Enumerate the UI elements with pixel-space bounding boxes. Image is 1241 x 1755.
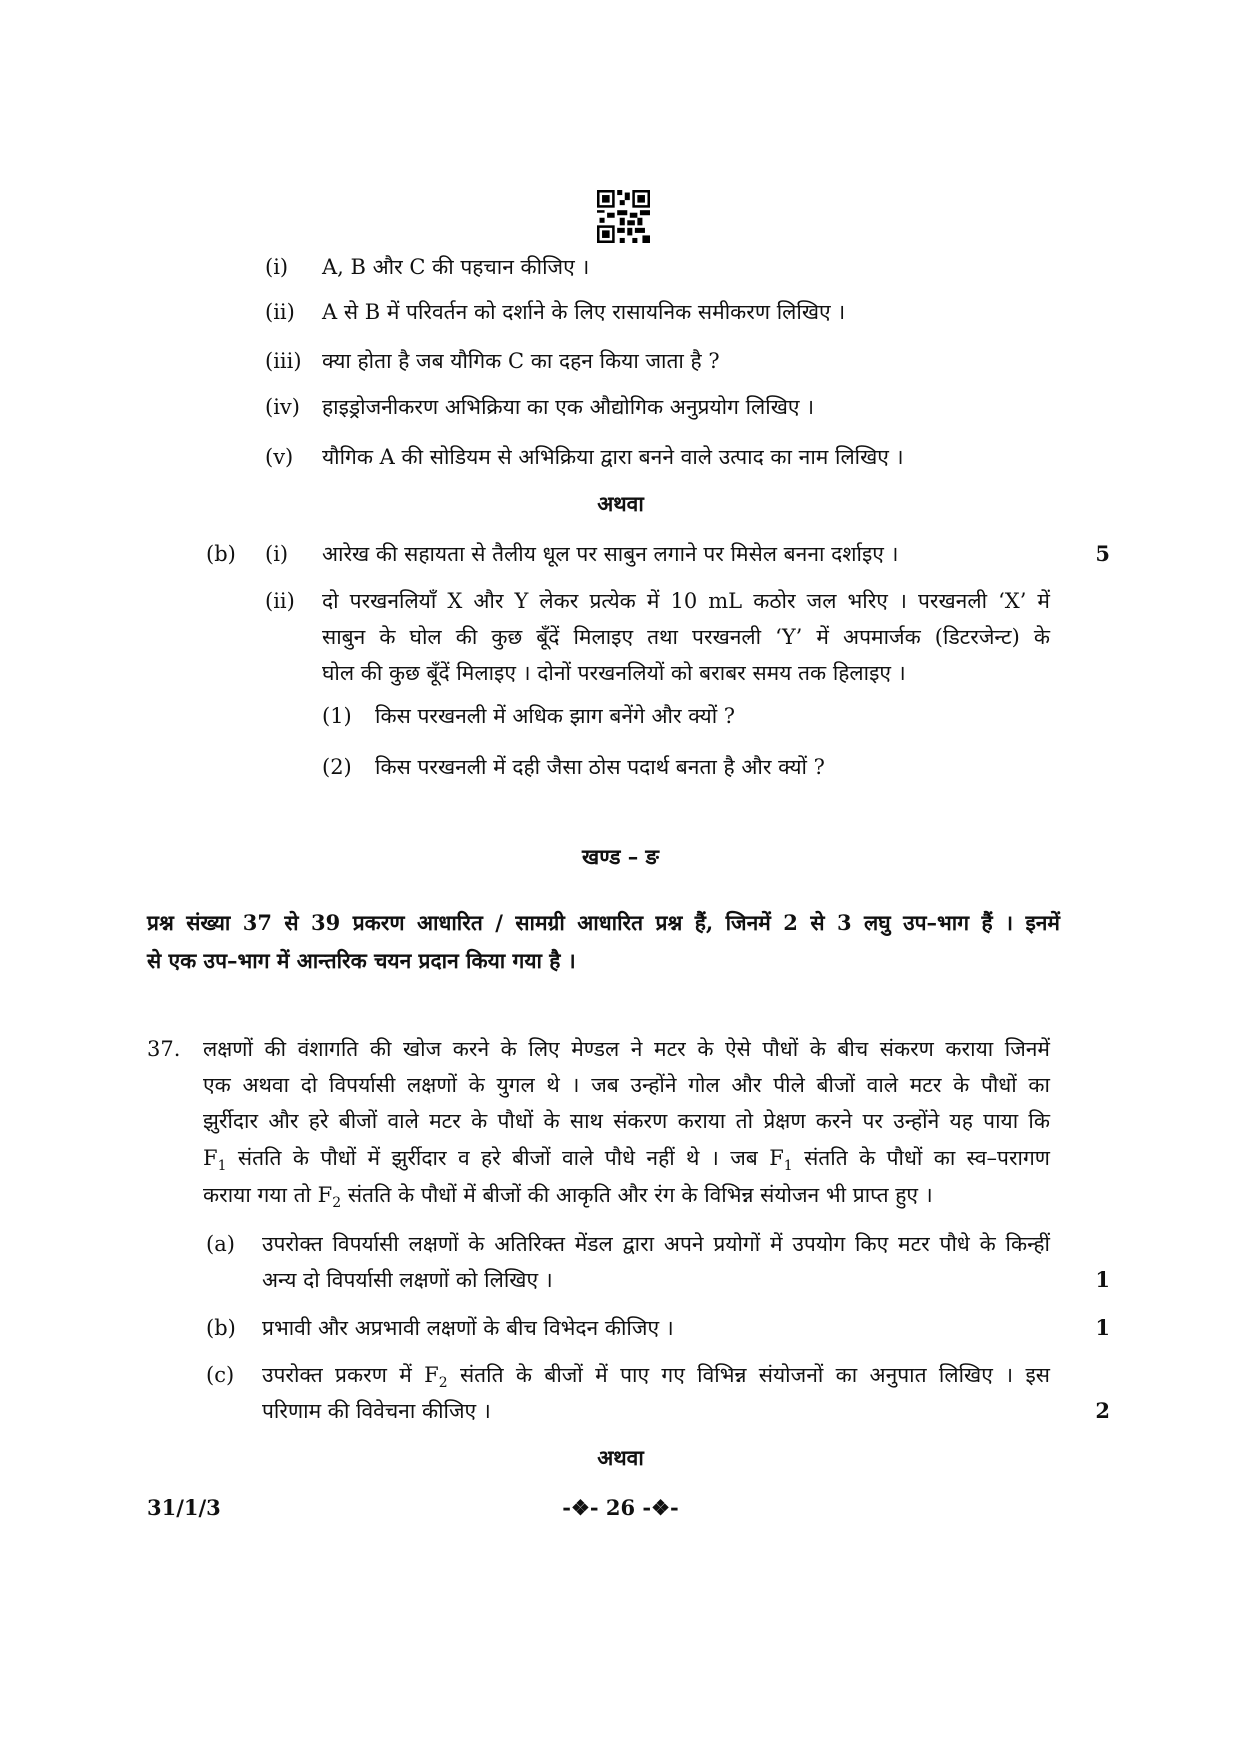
paper-code: 31/1/3 (147, 1495, 221, 1520)
or-divider: अथवा (597, 491, 644, 516)
instruction-line: प्रश्न संख्या 37 से 39 प्रकरण आधारित / सामग्री आधारित प्रश्न हैं, जिनमें 2 से 3 लघु उप–भाग हैं । इनमें (147, 910, 1060, 935)
q37-a-line: उपरोक्त विपर्यासी लक्षणों के अतिरिक्त मेंडल द्वारा अपने प्रयोगों में उपयोग किए मटर पौधे के किन्हीं (262, 1232, 1050, 1256)
part-b-label: (b) (206, 542, 236, 566)
page-number: -❖- 26 -❖- (562, 1495, 679, 1520)
ornament-icon: -❖- (562, 1495, 599, 1520)
q37-b-text: प्रभावी और अप्रभावी लक्षणों के बीच विभेदन कीजिए । (262, 1316, 674, 1340)
part-b-i-text: आरेख की सहायता से तैलीय धूल पर साबुन लगाने पर मिसेल बनना दर्शाइए । (322, 542, 899, 566)
q37-line: एक अथवा दो विपर्यासी लक्षणों के युगल थे । जब उन्होंने गोल और पीले बीजों वाले मटर के पौधों का (203, 1073, 1050, 1097)
marks: 5 (1095, 541, 1110, 566)
q37-line: झुर्रीदार और हरे बीजों वाले मटर के पौधों के साथ संकरण कराया तो प्रेक्षण करने पर उन्होंने यह पाया कि (203, 1109, 1050, 1133)
part-b-ii-line: घोल की कुछ बूँदें मिलाइए । दोनों परखनलियों को बराबर समय तक हिलाइए । (322, 661, 906, 685)
q37-line: लक्षणों की वंशागति की खोज करने के लिए मेण्डल ने मटर के ऐसे पौधों के बीच संकरण कराया जिनमें (203, 1037, 1050, 1061)
qr-code (596, 190, 651, 243)
marks: 2 (1095, 1398, 1110, 1423)
part-b-ii-line: साबुन के घोल की कुछ बूँदें मिलाइए तथा परखनली ‘Y’ में अपमार्जक (डिटरजेन्ट) के (322, 625, 1050, 649)
section-title: खण्ड – ङ (582, 844, 659, 869)
or-divider: अथवा (597, 1445, 644, 1470)
instruction-line: से एक उप–भाग में आन्तरिक चयन प्रदान किया गया है । (147, 948, 576, 973)
q37-c-line: परिणाम की विवेचना कीजिए । (262, 1399, 491, 1423)
question-number: 37. (147, 1037, 181, 1061)
q37-line: कराया गया तो $F_2$ संतति के पौधों में बीजों की आकृति और रंग के विभिन्न संयोजन भी प्राप्त हुए । (203, 1183, 933, 1212)
part-b-ii-line: दो परखनलियाँ X और Y लेकर प्रत्येक में 10 mL कठोर जल भरिए । परखनली ‘X’ में (322, 589, 1050, 613)
q37-c-line: उपरोक्त प्रकरण में $F_2$ संतति के बीजों में पाए गए विभिन्न संयोजनों का अनुपात लिखिए । इस (262, 1363, 1050, 1392)
marks: 1 (1095, 1267, 1110, 1292)
ornament-icon: -❖- (642, 1495, 679, 1520)
sub-question: किस परखनली में अधिक झाग बनेंगे और क्यों ? (375, 704, 736, 728)
sub-question: किस परखनली में दही जैसा ठोस पदार्थ बनता है और क्यों ? (375, 755, 825, 779)
q37-line: $F_1$ संतति के पौधों में झुर्रीदार व हरे बीजों वाले पौधे नहीं थे । जब $F_1$ संतति के पौधों का स्व–परागण (203, 1146, 1050, 1175)
marks: 1 (1095, 1315, 1110, 1340)
q37-a-line: अन्य दो विपर्यासी लक्षणों को लिखिए । (262, 1268, 553, 1292)
